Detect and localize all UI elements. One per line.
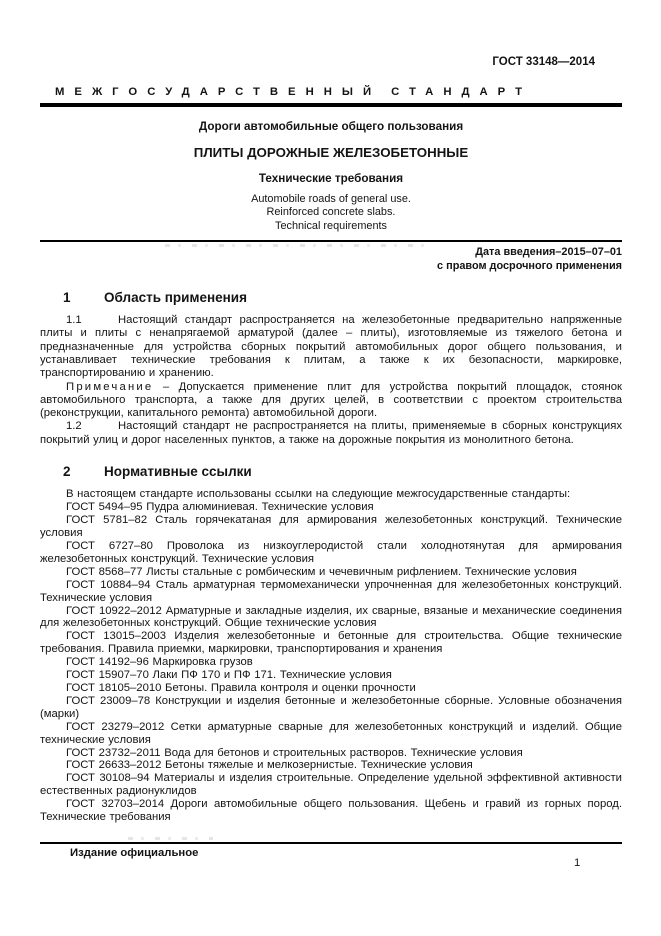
paragraph-text: Настоящий стандарт распространяется на железобетонные предварительно напряженные плиты и плиты с ненапрягаемой арматурой (далее – плиты), изготовляемые из тяжелого бетона и предназначенные для устройства сборных покрытий автомобильных дорог общего пользования, и устанавливает технические требования к плитам, а также к их безопасности, маркировке, транспортированию и хранению. — [40, 314, 622, 380]
standard-type-word-1: МЕЖГОСУДАРСТВЕННЫЙ — [55, 86, 382, 98]
note-label: Примечание — [66, 380, 154, 393]
reference-item: ГОСТ 10922–2012 Арматурные и закладные изделия, их сварные, вязаные и механические соединения для железобетонных конструкций. Общие технические условия — [40, 604, 622, 630]
footer-rule — [40, 842, 622, 844]
note-paragraph — [40, 381, 622, 421]
section-1-heading — [40, 290, 622, 305]
reference-item: ГОСТ 26633–2012 Бетоны тяжелые и мелкозернистые. Технические условия — [66, 759, 473, 772]
reference-item: ГОСТ 5781–82 Сталь горячекатаная для армирования железобетонных конструкций. Технические условия — [40, 514, 622, 540]
note-text: – Допускается применение плит для устройства покрытий площадок, стоянок автомобильного транспорта, а также для других целей, в соответствии с проектом строительства (реконструкции, капитального ремонта) автомобильной дороги. — [40, 380, 622, 420]
section-number: 2 — [63, 464, 71, 479]
title-domain: Дороги автомобильные общего пользования — [198, 120, 464, 133]
reference-item: ГОСТ 30108–94 Материалы и изделия строительные. Определение удельной эффективной активности естественных радионуклидов — [40, 772, 622, 798]
reference-item: ГОСТ 18105–2010 Бетоны. Правила контроля и оценки прочности — [66, 681, 416, 694]
effective-date-line: Дата введения–2015–07–01 — [475, 246, 622, 259]
standard-type-word-2: СТАНДАРТ — [391, 86, 532, 98]
references-list — [40, 501, 622, 824]
paragraph-number: 1.2 — [66, 420, 82, 433]
title-english-line: Reinforced concrete slabs. — [266, 206, 396, 219]
standard-type-heading — [40, 86, 622, 99]
reference-item: ГОСТ 8568–77 Листы стальные с ромбическим и чечевичным рифлением. Технические условия — [66, 565, 577, 578]
effective-date-note: с правом досрочного применения — [437, 259, 622, 272]
paragraph-text: Настоящий стандарт не распространяется на плиты, применяемые в сборных конструкциях покрытий улиц и дорог населенных пунктов, а также на дорожные покрытия из монолитного бетона. — [40, 420, 622, 446]
title-english-line: Automobile roads of general use. — [251, 193, 411, 205]
title-english — [40, 193, 622, 233]
effective-date — [40, 246, 622, 273]
reference-item: ГОСТ 5494–95 Пудра алюминиевая. Технические условия — [66, 501, 374, 514]
section-title: Область применения — [104, 290, 247, 306]
scan-artifact — [165, 244, 435, 247]
page-content — [40, 0, 622, 840]
reference-item: ГОСТ 32703–2014 Дороги автомобильные общего пользования. Щебень и гравий из горных пород. Технические требования — [40, 798, 622, 824]
title-rule — [40, 240, 622, 242]
title-subtitle: Технические требования — [258, 172, 404, 185]
doc-number: ГОСТ 33148—2014 — [492, 56, 595, 68]
reference-item: ГОСТ 15907–70 Лаки ПФ 170 и ПФ 171. Технические условия — [66, 669, 392, 682]
reference-item: ГОСТ 23732–2011 Вода для бетонов и строительных растворов. Технические условия — [66, 746, 523, 759]
references-intro: В настоящем стандарте использованы ссылки на следующие межгосударственные стандарты: — [66, 488, 571, 500]
reference-item: ГОСТ 23009–78 Конструкции и изделия бетонные и железобетонные сборные. Условные обозначения (марки) — [40, 694, 622, 720]
edition-note: Издание официальное — [70, 847, 199, 859]
page-title: ПЛИТЫ ДОРОЖНЫЕ ЖЕЛЕЗОБЕТОННЫЕ — [193, 145, 469, 160]
reference-item: ГОСТ 10884–94 Сталь арматурная термомеханически упрочненная для железобетонных конструкций. Технические условия — [40, 578, 622, 604]
scan-artifact — [128, 837, 213, 840]
page-number: 1 — [574, 857, 581, 869]
reference-item: ГОСТ 13015–2003 Изделия железобетонные и бетонные для строительства. Общие технические требования. Правила приемки, маркировки, транспортирования и хранения — [40, 630, 622, 656]
paragraph-number: 1.1 — [66, 314, 82, 327]
title-english-line: Technical requirements — [275, 219, 387, 232]
section-number: 1 — [63, 290, 71, 306]
paragraph-1-2 — [40, 420, 622, 447]
paragraph-1-1 — [40, 314, 622, 380]
reference-item: ГОСТ 6727–80 Проволока из низкоуглеродистой стали холоднотянутая для армирования железобетонных конструкций. Технические условия — [40, 540, 622, 565]
reference-item: ГОСТ 14192–96 Маркировка грузов — [66, 656, 253, 669]
section-2-heading — [40, 464, 622, 479]
section-title: Нормативные ссылки — [104, 464, 252, 479]
reference-item: ГОСТ 23279–2012 Сетки арматурные сварные для железобетонных конструкций и изделий. Общие технические условия — [40, 720, 622, 746]
header-rule — [40, 103, 622, 107]
